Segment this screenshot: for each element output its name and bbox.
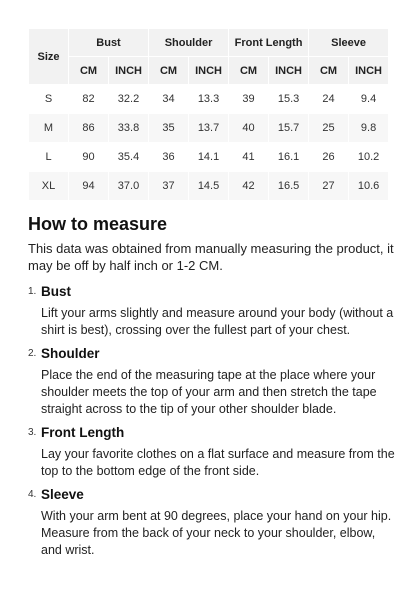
table-cell: 24 — [309, 85, 349, 114]
unit-header-cm: CM — [149, 57, 189, 85]
table-row — [29, 172, 389, 201]
list-item — [28, 345, 396, 418]
step-number: 2. — [28, 348, 37, 359]
unit-header-cm: CM — [69, 57, 109, 85]
table-cell: 14.1 — [189, 143, 229, 172]
measure-steps-list — [28, 283, 396, 565]
table-group-header-row — [29, 29, 389, 57]
step-title-bust: Bust — [41, 284, 71, 299]
size-label: L — [29, 143, 69, 172]
unit-header-inch: INCH — [109, 57, 149, 85]
size-column-header: Size — [29, 29, 69, 85]
table-cell: 26 — [309, 143, 349, 172]
unit-header-inch: INCH — [189, 57, 229, 85]
list-item — [28, 486, 396, 559]
table-cell: 39 — [229, 85, 269, 114]
unit-header-cm: CM — [229, 57, 269, 85]
table-cell: 41 — [229, 143, 269, 172]
table-cell: 10.2 — [349, 143, 389, 172]
table-cell: 9.8 — [349, 114, 389, 143]
table-row — [29, 85, 389, 114]
step-description: Lift your arms slightly and measure around your body (without a shirt is best), crossing over the fullest part of your chest. — [41, 306, 394, 337]
step-description: Lay your favorite clothes on a flat surface and measure from the top to the bottom edge of the front side. — [41, 447, 395, 478]
step-description: Place the end of the measuring tape at the place where your shoulder meets the top of your arm and then stretch the tape straight across to the tip of your other shoulder blade. — [41, 368, 377, 416]
group-header-shoulder: Shoulder — [149, 29, 229, 57]
table-unit-header-row — [29, 57, 389, 85]
unit-header-inch: INCH — [349, 57, 389, 85]
step-title-front-length: Front Length — [41, 425, 125, 440]
table-cell: 36 — [149, 143, 189, 172]
table-cell: 16.1 — [269, 143, 309, 172]
size-label: M — [29, 114, 69, 143]
step-description: With your arm bent at 90 degrees, place your hand on your hip. Measure from the back of your neck to your shoulder, elbow, and wrist. — [41, 509, 392, 557]
table-cell: 16.5 — [269, 172, 309, 201]
table-cell: 14.5 — [189, 172, 229, 201]
step-number: 3. — [28, 427, 37, 438]
table-cell: 35 — [149, 114, 189, 143]
table-cell: 15.3 — [269, 85, 309, 114]
unit-header-inch: INCH — [269, 57, 309, 85]
table-row — [29, 143, 389, 172]
group-header-sleeve: Sleeve — [309, 29, 389, 57]
table-row — [29, 114, 389, 143]
how-to-measure-heading: How to measure — [28, 214, 168, 234]
size-label: S — [29, 85, 69, 114]
group-header-bust: Bust — [69, 29, 149, 57]
table-cell: 34 — [149, 85, 189, 114]
size-chart-table — [28, 28, 389, 201]
table-cell: 27 — [309, 172, 349, 201]
table-cell: 35.4 — [109, 143, 149, 172]
table-cell: 13.3 — [189, 85, 229, 114]
table-cell: 32.2 — [109, 85, 149, 114]
list-item — [28, 424, 396, 480]
table-cell: 37.0 — [109, 172, 149, 201]
step-number: 4. — [28, 489, 37, 500]
table-cell: 33.8 — [109, 114, 149, 143]
table-cell: 40 — [229, 114, 269, 143]
table-cell: 42 — [229, 172, 269, 201]
table-cell: 10.6 — [349, 172, 389, 201]
step-number: 1. — [28, 286, 37, 297]
table-cell: 37 — [149, 172, 189, 201]
table-cell: 25 — [309, 114, 349, 143]
table-cell: 86 — [69, 114, 109, 143]
list-item — [28, 283, 396, 339]
table-cell: 90 — [69, 143, 109, 172]
size-label: XL — [29, 172, 69, 201]
table-cell: 15.7 — [269, 114, 309, 143]
unit-header-cm: CM — [309, 57, 349, 85]
table-cell: 82 — [69, 85, 109, 114]
step-title-shoulder: Shoulder — [41, 346, 100, 361]
table-cell: 94 — [69, 172, 109, 201]
table-cell: 13.7 — [189, 114, 229, 143]
table-cell: 9.4 — [349, 85, 389, 114]
step-title-sleeve: Sleeve — [41, 487, 84, 502]
measure-intro-text: This data was obtained from manually measuring the product, it may be off by half inch or 1-2 CM. — [28, 241, 394, 273]
group-header-front-length: Front Length — [229, 29, 309, 57]
